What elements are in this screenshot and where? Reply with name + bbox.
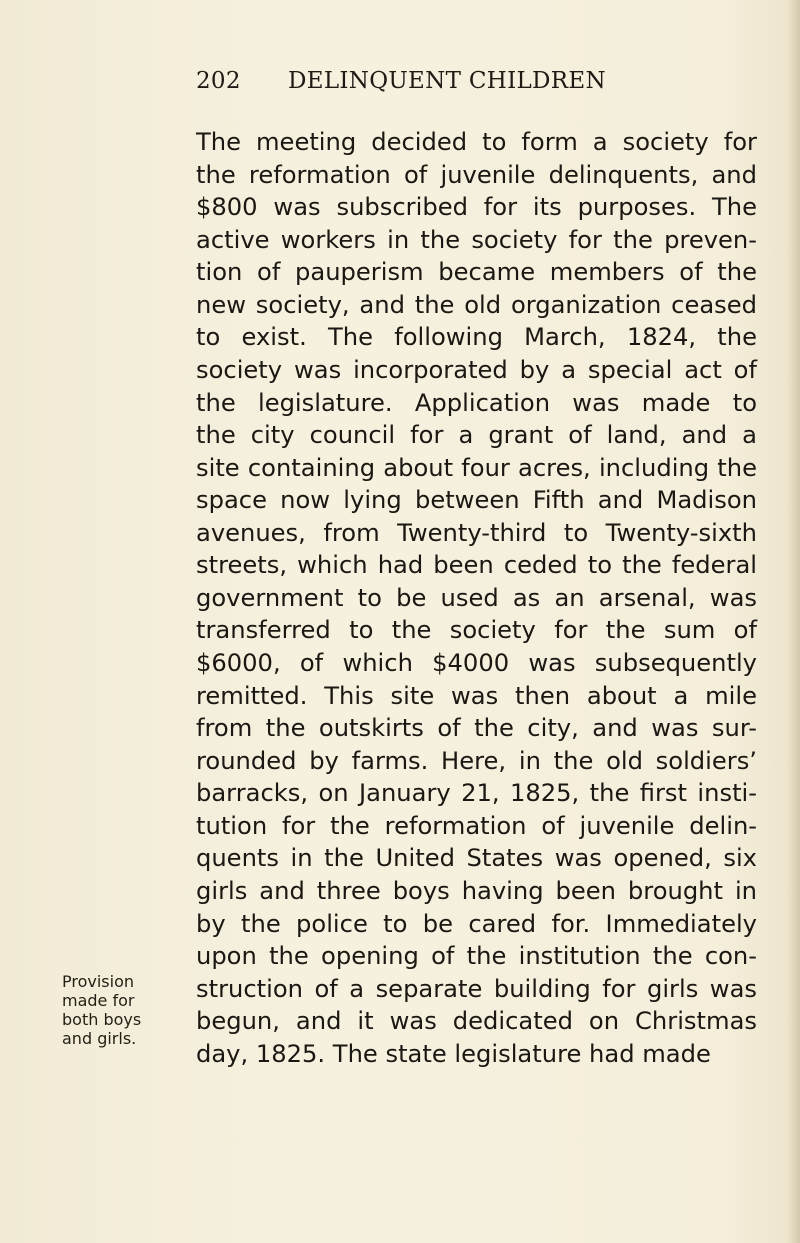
- text-line: the city council for a grant of land, and a: [196, 421, 757, 450]
- text-line: society was incorporated by a special act of: [196, 355, 757, 384]
- margin-note-line: Provision: [62, 972, 135, 991]
- text-line: tution for the reformation of juvenile delin-: [196, 811, 757, 840]
- running-header: [196, 68, 636, 94]
- text-line: streets, which had been ceded to the federal: [196, 551, 757, 580]
- text-line: to exist. The following March, 1824, the: [196, 323, 757, 352]
- text-line: tion of pauperism became members of the: [196, 258, 757, 287]
- text-line: struction of a separate building for girls was: [196, 974, 757, 1003]
- margin-note-line: made for: [62, 991, 135, 1010]
- margin-note-line: and girls.: [62, 1029, 137, 1048]
- text-line: the legislature. Application was made to: [196, 388, 757, 417]
- body-text: [196, 126, 757, 1070]
- text-line: rounded by farms. Here, in the old soldiers’: [196, 746, 757, 775]
- text-line: remitted. This site was then about a mile: [196, 681, 757, 710]
- text-line: $800 was subscribed for its purposes. The: [196, 193, 757, 222]
- margin-note: [62, 972, 172, 1048]
- text-line: upon the opening of the institution the con-: [196, 942, 757, 971]
- text-line: The meeting decided to form a society for: [196, 128, 757, 156]
- running-title: DELINQUENT CHILDREN: [288, 68, 606, 94]
- page-edge-shadow: [786, 0, 800, 1243]
- text-line: the reformation of juvenile delinquents, and: [196, 160, 757, 189]
- text-line: begun, and it was dedicated on Christmas: [196, 1007, 757, 1036]
- text-line: quents in the United States was opened, six: [196, 844, 757, 873]
- text-line: site containing about four acres, including the: [196, 453, 757, 482]
- text-line: day, 1825. The state legislature had made: [196, 1039, 711, 1068]
- text-line: new society, and the old organization ceased: [196, 290, 757, 319]
- text-line: active workers in the society for the preven-: [196, 225, 757, 254]
- margin-note-line: both boys: [62, 1010, 142, 1029]
- text-line: government to be used as an arsenal, was: [196, 583, 757, 612]
- text-line: barracks, on January 21, 1825, the first insti-: [196, 779, 757, 808]
- text-line: transferred to the society for the sum of: [196, 616, 757, 645]
- text-line: from the outskirts of the city, and was sur-: [196, 714, 757, 743]
- page-number: 202: [196, 68, 241, 94]
- text-line: avenues, from Twenty-third to Twenty-sixth: [196, 518, 757, 547]
- text-line: space now lying between Fifth and Madison: [196, 486, 757, 515]
- text-line: by the police to be cared for. Immediately: [196, 909, 757, 938]
- text-line: $6000, of which $4000 was subsequently: [196, 649, 757, 677]
- text-line: girls and three boys having been brought in: [196, 876, 757, 905]
